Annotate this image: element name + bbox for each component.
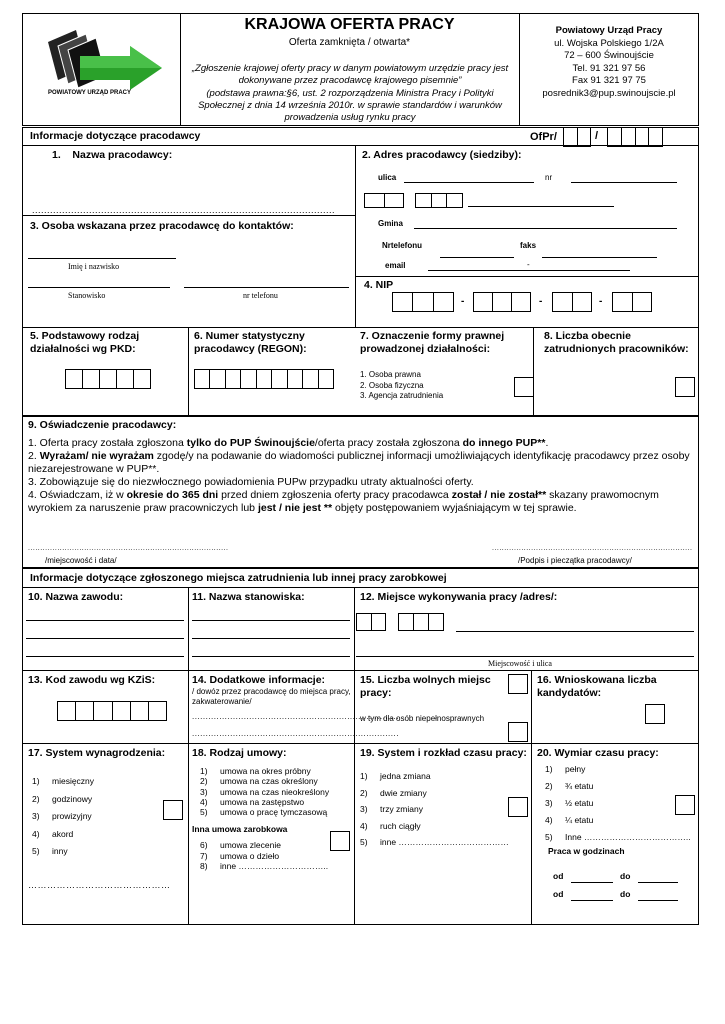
field11-label: 11. Nazwa stanowiska: (192, 591, 305, 603)
pup-logo (40, 28, 165, 103)
postal-code-part1[interactable] (364, 193, 404, 208)
schedule-option: 5) inne ………………………………… (360, 837, 509, 847)
hours-to-label-1: do (620, 871, 631, 881)
candidates-input[interactable] (645, 704, 665, 724)
contract-option: 2) umowa na czas określony (200, 776, 318, 787)
schedule-options (360, 768, 509, 851)
office-address (519, 25, 699, 100)
phone-input[interactable] (440, 257, 514, 258)
disabled-vacancies-input[interactable] (508, 722, 528, 742)
ofpr-label: OfPr/ (530, 131, 557, 143)
contract-option: 1) umowa na okres próbny (200, 766, 311, 776)
declaration-item-4: 4. Oświadczam, iż w okresie do 365 dni przed dniem zgłoszenia oferty pracy pracodawca został / nie został** skazany prawomocnym wyrokiem za naruszenie praw pracowniczych lub jest / nie jest ** objęty postępowaniem wyjaśniającym w tej sprawie. (28, 489, 659, 514)
nip-dash3: - (599, 296, 603, 307)
position-line1[interactable] (192, 620, 350, 621)
field6-line2: pracodawcy (REGON): (194, 343, 307, 355)
nip-dash2: - (539, 296, 543, 307)
ofpr-slash: / (595, 130, 599, 142)
field14-label: 14. Dodatkowe informacje: (192, 674, 326, 686)
field20-label: 20. Wymiar czasu pracy: (537, 747, 659, 759)
office-street: ul. Wojska Polskiego 1/2A (554, 37, 664, 49)
workplace-postal-part1[interactable] (356, 613, 386, 631)
contact-phone-input[interactable] (184, 287, 349, 288)
field4-label: 4. NIP (364, 279, 394, 291)
declaration-item-3: 3. Zobowiązuje się do niezwłocznego powiadomienia PUPw przypadku utraty aktualności oferty. (28, 476, 474, 488)
hours-from-label-2: od (553, 889, 564, 899)
field17-label: 17. System wynagrodzenia: (28, 747, 166, 759)
declaration-text (28, 437, 692, 515)
field5-line2: działalności wg PKD: (30, 343, 136, 355)
place-date-input[interactable]: .................................................................................. (28, 545, 229, 552)
hours-to-label-2: do (620, 889, 631, 899)
field19-label: 19. System i rozkład czasu pracy: (360, 747, 527, 759)
field10-label: 10. Nazwa zawodu: (28, 591, 124, 603)
field6-line1: 6. Numer statystyczny (194, 330, 305, 342)
position-line3[interactable] (192, 656, 350, 657)
form-note: „Zgłoszenie krajowej oferty pracy w danym powiatowym urzędzie pracy jest dokonywane przez pracodawcę krajowego pisemnie” (191, 63, 509, 86)
email-label: email (385, 261, 406, 270)
schedule-option: 2) dwie zmiany (360, 787, 427, 798)
form-legal-basis: (podstawa prawna:§6, ust. 2 rozporządzenia Ministra Pracy i Polityki Społecznej z dnia 14 września 2010r. w sprawie standardów i warunków prowadzenia usług rynku pracy (198, 88, 502, 123)
ofpr-number-field[interactable] (563, 127, 591, 147)
phone-label: Nrtelefonu (382, 241, 422, 250)
hours-to-input-1[interactable] (638, 882, 678, 883)
legal-form-option: 2. Osoba fizyczna (360, 380, 424, 390)
field16-label (537, 674, 657, 700)
legal-form-option: 3. Agencja zatrudnienia (360, 391, 444, 400)
field15-line2: pracy: (360, 687, 392, 699)
employer-name-input[interactable]: ..................................................................................................... (32, 205, 336, 215)
declaration-title: 9. Oświadczenie pracodawcy: (28, 419, 177, 431)
additional-info-line1[interactable]: ............................................................................ (192, 712, 399, 721)
working-hours-heading: Praca w godzinach (548, 846, 625, 856)
nip-part3[interactable] (552, 292, 592, 312)
contract-option: 3) umowa na czas nieokreślony (200, 786, 330, 797)
contract-option: 8) inne ………………………….. (200, 861, 329, 871)
contract-options-other (200, 840, 328, 872)
work-time-option: 3) ½ etatu (545, 798, 594, 808)
field5-line1: 5. Podstawowy rodzaj (30, 330, 140, 342)
place-date-caption: /miejscowość i data/ (45, 556, 117, 565)
contact-phone-caption: nr telefonu (243, 291, 278, 300)
hours-from-label-1: od (553, 871, 564, 881)
workplace-address-input[interactable] (456, 631, 694, 632)
work-time-option: 5) Inne ……………………………….. (545, 832, 691, 842)
occupation-line1[interactable] (26, 620, 184, 621)
hours-from-input-1[interactable] (571, 882, 613, 883)
occupation-line2[interactable] (26, 638, 184, 639)
field3-label: 3. Osoba wskazana przez pracodawcę do kontaktów: (30, 220, 294, 232)
nip-part2[interactable] (473, 292, 531, 312)
salary-option: 1) miesięczny (32, 776, 95, 786)
nip-part4[interactable] (612, 292, 652, 312)
job-section-title: Informacje dotyczące zgłoszonego miejsca zatrudnienia lub innej pracy zarobkowej (30, 572, 447, 584)
field5-label (30, 330, 139, 356)
workplace-postal-part2[interactable] (398, 613, 444, 631)
workplace-address-line2[interactable] (356, 656, 694, 657)
contract-option: 7) umowa o dzieło (200, 850, 280, 861)
fax-input[interactable] (542, 257, 657, 258)
employee-count-input[interactable] (675, 377, 695, 397)
commune-label: Gmina (378, 219, 403, 228)
declaration-item-2: 2. Wyrażam/ nie wyrażam zgodę/y na podawanie do wiadomości publicznej informacji umożliwiających identyfikację pracodawcy przez osoby niezarejestrowane w PUP**. (28, 450, 690, 475)
salary-options (32, 773, 94, 861)
office-fax: Fax 91 321 97 75 (572, 75, 646, 86)
field8-label (544, 330, 689, 356)
salary-option: 3) prowizyjny (32, 811, 92, 821)
contact-name-input[interactable] (28, 258, 176, 259)
employer-section-title: Informacje dotyczące pracodawcy (30, 130, 201, 142)
field7-line2: prowadzonej działalności: (360, 343, 491, 355)
field12-label: 12. Miejsce wykonywania pracy /adres/: (360, 591, 558, 603)
kzis-code-input[interactable] (57, 701, 167, 721)
signature-caption: /Podpis i pieczątka pracodawcy/ (518, 556, 632, 565)
declaration-item-1: 1. Oferta pracy została zgłoszona tylko do PUP Świnoujście/oferta pracy została zgłoszona do innego PUP**. (28, 437, 549, 449)
field18-label: 18. Rodzaj umowy: (192, 747, 287, 759)
email-dash: - (527, 260, 530, 269)
contact-name-caption: Imię i nazwisko (68, 262, 120, 271)
number-input[interactable] (571, 182, 677, 183)
legal-form-checkbox[interactable] (514, 377, 534, 397)
field16-line2: kandydatów: (537, 687, 602, 699)
contract-options (200, 766, 329, 817)
hours-from-input-2[interactable] (571, 900, 613, 901)
salary-option: 4) akord (32, 828, 74, 839)
city-input[interactable] (468, 206, 614, 207)
field15-label (360, 674, 491, 700)
work-time-option: 1) pełny (545, 764, 586, 774)
salary-checkbox[interactable] (163, 800, 183, 820)
field7-label (360, 330, 504, 356)
field6-label (194, 330, 307, 356)
contract-checkbox[interactable] (330, 831, 350, 851)
field13-label: 13. Kod zawodu wg KZiS: (28, 674, 156, 686)
office-phone: Tel. 91 321 97 56 (572, 62, 646, 74)
additional-info-line2[interactable]: ............................................................................ (192, 729, 399, 738)
vacancies-input[interactable] (508, 674, 528, 694)
field14-hint: / dowóz przez pracodawcę do miejsca pracy, zakwaterowanie/ (192, 687, 351, 706)
legal-form-options (360, 370, 443, 402)
field8-line2: zatrudnionych pracowników: (544, 343, 689, 355)
field2-label: 2. Adres pracodawcy (siedziby): (362, 149, 522, 161)
email-input[interactable] (428, 270, 630, 271)
legal-form-option: 1. Osoba prawna (360, 370, 421, 379)
work-time-checkbox[interactable] (675, 795, 695, 815)
salary-option: 5) inny (32, 846, 68, 856)
field15-line1: 15. Liczba wolnych miejsc (360, 674, 491, 686)
other-contract-heading: Inna umowa zarobkowa (192, 824, 288, 834)
field7-line1: 7. Oznaczenie formy prawnej (360, 330, 505, 342)
salary-option: 2) godzinowy (32, 793, 93, 804)
work-time-options (545, 761, 691, 846)
contract-option: 4) umowa na zastępstwo (200, 796, 305, 807)
field16-line1: 16. Wnioskowana liczba (537, 674, 657, 686)
commune-input[interactable] (414, 228, 677, 229)
field1-label: 1. Nazwa pracodawcy: (52, 149, 173, 161)
field8-line1: 8. Liczba obecnie (544, 330, 631, 342)
street-input[interactable] (404, 182, 534, 183)
office-city: 72 – 600 Świnoujście (564, 50, 654, 61)
street-label: ulica (378, 173, 397, 182)
work-time-option: 2) ¾ etatu (545, 781, 594, 791)
form-title: KRAJOWA OFERTA PRACY (244, 16, 455, 33)
workplace-caption: Miejscowość i ulica (488, 659, 552, 668)
nip-dash1: - (461, 296, 465, 307)
schedule-option: 3) trzy zmiany (360, 804, 423, 814)
pkd-code-input[interactable] (65, 369, 151, 389)
schedule-option: 4) ruch ciągły (360, 820, 421, 831)
postal-code-part2[interactable] (415, 193, 463, 208)
salary-other-input[interactable]: ……………………………………… (28, 880, 171, 890)
field15-hint: w tym dla osób niepełnosprawnych (360, 714, 485, 723)
fax-label: faks (520, 241, 537, 250)
contact-position-input[interactable] (28, 287, 170, 288)
form-subtitle: Oferta zamknięta / otwarta* (288, 37, 411, 48)
office-name: Powiatowy Urząd Pracy (555, 25, 663, 36)
contract-option: 5) umowa o pracę tymczasową (200, 807, 328, 818)
position-line2[interactable] (192, 638, 350, 639)
regon-input[interactable] (194, 369, 334, 389)
occupation-line3[interactable] (26, 656, 184, 657)
contract-option: 6) umowa zlecenie (200, 840, 281, 850)
office-email: posrednik3@pup.swinoujscie.pl (542, 87, 676, 99)
ofpr-year-field[interactable] (607, 127, 663, 147)
contact-position-caption: Stanowisko (68, 291, 106, 300)
number-label: nr (545, 173, 553, 182)
schedule-option: 1) jedna zmiana (360, 771, 431, 781)
schedule-checkbox[interactable] (508, 797, 528, 817)
signature-input[interactable]: .................................................................................. (492, 545, 693, 552)
work-time-option: 4) ¼ etatu (545, 815, 594, 825)
nip-part1[interactable] (392, 292, 454, 312)
hours-to-input-2[interactable] (638, 900, 678, 901)
logo-caption: POWIATOWY URZĄD PRACY (48, 90, 132, 96)
